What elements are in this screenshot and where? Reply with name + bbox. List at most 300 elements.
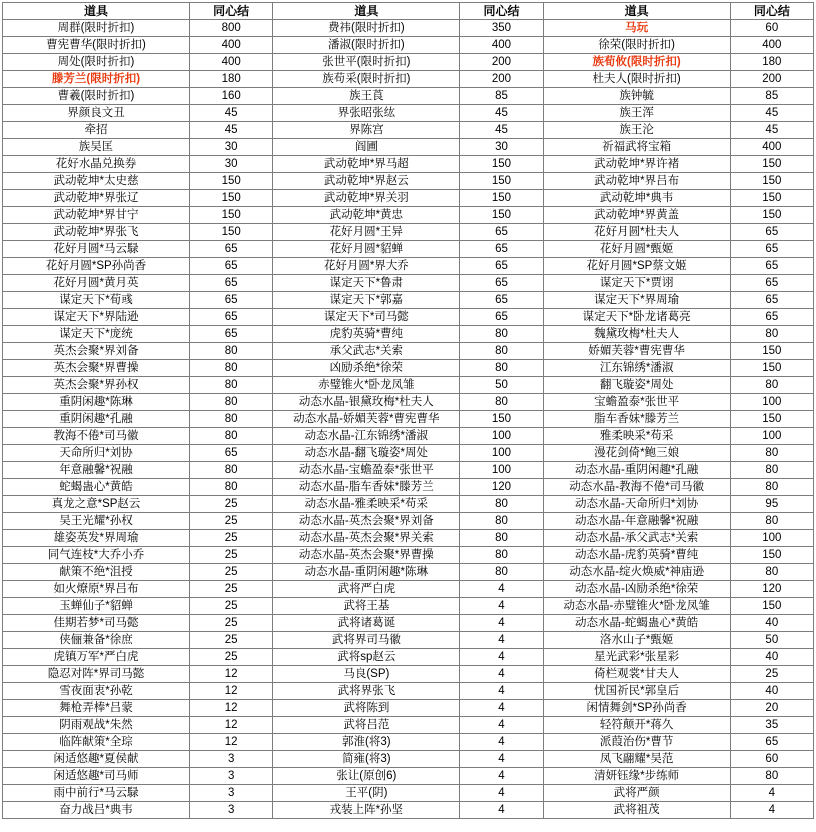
cell-price: 3 [190,802,273,819]
cell-price: 150 [730,156,813,173]
cell-price: 40 [730,615,813,632]
cell-item-name: 英杰会聚*界曹操 [3,360,190,377]
cell-price: 65 [460,275,543,292]
cell-item-name: 界颜良文丑 [3,105,190,122]
cell-price: 150 [190,224,273,241]
cell-item-name: 雄姿英发*界周瑜 [3,530,190,547]
cell-item-name: 王平(阴) [273,785,460,802]
column-header-price-2: 同心结 [460,3,543,20]
cell-price: 65 [190,309,273,326]
table-row [3,258,814,275]
cell-price: 200 [730,71,813,88]
cell-price: 350 [460,20,543,37]
cell-item-name: 族荀攸(限时折扣) [543,54,730,71]
cell-item-name: 魏黛玫梅*杜夫人 [543,326,730,343]
table-row [3,632,814,649]
cell-item-name: 动态水晶-娇媚芙蓉*曹宪曹华 [273,411,460,428]
cell-price: 80 [460,343,543,360]
table-row [3,360,814,377]
cell-item-name: 族苟采(限时折扣) [273,71,460,88]
cell-price: 4 [460,581,543,598]
cell-price: 150 [730,173,813,190]
cell-item-name: 动态水晶-虎豹英骑*曹纯 [543,547,730,564]
cell-price: 80 [730,513,813,530]
cell-price: 100 [460,428,543,445]
cell-item-name: 年意融馨*祝融 [3,462,190,479]
cell-item-name: 真龙之意*SP赵云 [3,496,190,513]
cell-price: 65 [730,224,813,241]
table-row [3,802,814,819]
cell-item-name: 谋定天下*卧龙诸葛亮 [543,309,730,326]
table-row [3,71,814,88]
cell-item-name: 英杰会聚*界孙权 [3,377,190,394]
cell-item-name: 奋力战吕*典韦 [3,802,190,819]
cell-item-name: 英杰会聚*界刘备 [3,343,190,360]
cell-price: 80 [460,496,543,513]
cell-item-name: 花好月圆*甄姬 [543,241,730,258]
cell-item-name: 武将吕范 [273,717,460,734]
cell-price: 800 [190,20,273,37]
cell-price: 4 [460,751,543,768]
cell-item-name: 武动乾坤*太史慈 [3,173,190,190]
table-row [3,292,814,309]
cell-price: 400 [460,37,543,54]
cell-price: 150 [730,360,813,377]
table-row [3,411,814,428]
cell-item-name: 花好月圆*界大乔 [273,258,460,275]
table-row [3,751,814,768]
cell-price: 25 [190,598,273,615]
table-row [3,190,814,207]
cell-price: 65 [730,734,813,751]
cell-item-name: 吴王光耀*孙权 [3,513,190,530]
cell-item-name: 花好月圆*黄月英 [3,275,190,292]
cell-price: 45 [460,105,543,122]
cell-price: 4 [460,785,543,802]
table-row [3,343,814,360]
cell-price: 12 [190,734,273,751]
cell-price: 100 [730,394,813,411]
cell-item-name: 花好月圆*马云騄 [3,241,190,258]
cell-item-name: 动态水晶-脂车香妹*滕芳兰 [273,479,460,496]
cell-price: 25 [190,649,273,666]
cell-item-name: 武动乾坤*典韦 [543,190,730,207]
cell-item-name: 牵招 [3,122,190,139]
cell-price: 80 [190,343,273,360]
cell-item-name: 清妍钰缘*步练师 [543,768,730,785]
cell-price: 4 [460,632,543,649]
cell-item-name: 教海不倦*司马徽 [3,428,190,445]
cell-item-name: 武动乾坤*界张飞 [3,224,190,241]
cell-item-name: 谋定天下*鲁肃 [273,275,460,292]
cell-price: 3 [190,785,273,802]
cell-item-name: 武将严白虎 [273,581,460,598]
cell-item-name: 翻飞璇姿*周处 [543,377,730,394]
table-row [3,326,814,343]
cell-item-name: 虎豹英骑*曹纯 [273,326,460,343]
cell-price: 100 [460,462,543,479]
cell-price: 400 [190,54,273,71]
cell-item-name: 隐忍对阵*界司马懿 [3,666,190,683]
cell-price: 12 [190,683,273,700]
cell-item-name: 动态水晶-英杰会聚*界关索 [273,530,460,547]
table-row [3,666,814,683]
cell-price: 80 [730,462,813,479]
cell-price: 85 [460,88,543,105]
cell-price: 80 [190,462,273,479]
cell-price: 200 [460,71,543,88]
cell-item-name: 花好月圆*貂蝉 [273,241,460,258]
cell-price: 80 [730,445,813,462]
cell-price: 120 [460,479,543,496]
cell-item-name: 动态水晶-英杰会聚*界刘备 [273,513,460,530]
cell-price: 95 [730,496,813,513]
cell-item-name: 花好月圆*王异 [273,224,460,241]
cell-item-name: 虎镇万军*严白虎 [3,649,190,666]
cell-price: 80 [460,547,543,564]
cell-item-name: 武将界张飞 [273,683,460,700]
column-header-item-2: 道具 [273,3,460,20]
cell-price: 25 [190,530,273,547]
table-row [3,700,814,717]
cell-price: 80 [460,530,543,547]
cell-item-name: 郭淮(将3) [273,734,460,751]
cell-item-name: 潘淑(限时折扣) [273,37,460,54]
cell-price: 25 [190,496,273,513]
cell-item-name: 动态水晶-雅柔映采*苟采 [273,496,460,513]
cell-price: 25 [190,564,273,581]
cell-item-name: 娇媚芙蓉*曹宪曹华 [543,343,730,360]
cell-price: 45 [190,105,273,122]
cell-item-name: 动态水晶-英杰会聚*界曹操 [273,547,460,564]
cell-price: 150 [730,190,813,207]
cell-item-name: 武动乾坤*界甘宁 [3,207,190,224]
cell-price: 80 [460,326,543,343]
cell-item-name: 武将界司马徽 [273,632,460,649]
table-row [3,564,814,581]
cell-price: 25 [190,632,273,649]
cell-price: 80 [730,326,813,343]
cell-price: 150 [190,190,273,207]
cell-item-name: 动态水晶-绽火焕威*神庙逊 [543,564,730,581]
cell-price: 4 [460,615,543,632]
cell-item-name: 阎圃 [273,139,460,156]
cell-item-name: 动态水晶-赤璧锥火*卧龙凤雏 [543,598,730,615]
cell-price: 80 [190,377,273,394]
cell-item-name: 重阴闲趣*孔融 [3,411,190,428]
cell-price: 150 [460,411,543,428]
table-row [3,598,814,615]
cell-item-name: 武将sp赵云 [273,649,460,666]
cell-price: 45 [190,122,273,139]
table-row [3,122,814,139]
cell-price: 45 [730,105,813,122]
cell-item-name: 花好月圆*SP蔡文姬 [543,258,730,275]
table-row [3,445,814,462]
cell-price: 4 [460,734,543,751]
cell-price: 65 [190,241,273,258]
cell-item-name: 忧国祈民*郭皇后 [543,683,730,700]
table-row [3,649,814,666]
cell-price: 4 [460,666,543,683]
table-row [3,734,814,751]
cell-price: 65 [460,309,543,326]
cell-price: 25 [730,666,813,683]
cell-item-name: 谋定天下*界周瑜 [543,292,730,309]
table-row [3,768,814,785]
cell-item-name: 周处(限时折扣) [3,54,190,71]
cell-price: 40 [730,683,813,700]
cell-price: 160 [190,88,273,105]
cell-item-name: 洛水山子*甄姬 [543,632,730,649]
cell-item-name: 动态水晶-年意融馨*祝融 [543,513,730,530]
cell-item-name: 滕芳兰(限时折扣) [3,71,190,88]
cell-item-name: 族王沦 [543,122,730,139]
cell-price: 65 [730,241,813,258]
table-row [3,479,814,496]
cell-item-name: 雨中前行*马云騄 [3,785,190,802]
cell-price: 65 [460,292,543,309]
table-row [3,717,814,734]
cell-price: 65 [460,224,543,241]
cell-price: 400 [190,37,273,54]
cell-price: 3 [190,768,273,785]
cell-item-name: 谋定天下*贾诩 [543,275,730,292]
cell-price: 150 [460,207,543,224]
cell-item-name: 武动乾坤*黄忠 [273,207,460,224]
cell-item-name: 闲情舞剑*SP孙尚香 [543,700,730,717]
cell-price: 65 [730,275,813,292]
cell-item-name: 动态水晶-凶励杀绝*徐荣 [543,581,730,598]
table-row [3,377,814,394]
cell-item-name: 武将祖茂 [543,802,730,819]
cell-price: 65 [190,275,273,292]
cell-item-name: 侠俪兼备*徐庶 [3,632,190,649]
cell-price: 80 [190,394,273,411]
cell-item-name: 武动乾坤*界马超 [273,156,460,173]
cell-price: 4 [460,683,543,700]
cell-item-name: 动态水晶-江东锦绣*潘淑 [273,428,460,445]
cell-price: 150 [730,598,813,615]
cell-price: 120 [730,581,813,598]
cell-item-name: 宝蟾盈泰*张世平 [543,394,730,411]
table-row [3,20,814,37]
cell-price: 80 [190,479,273,496]
cell-item-name: 动态水晶-重阴闲趣*孔融 [543,462,730,479]
cell-price: 4 [460,717,543,734]
cell-price: 30 [460,139,543,156]
table-row [3,462,814,479]
cell-price: 65 [190,445,273,462]
cell-item-name: 武将诸葛诞 [273,615,460,632]
cell-price: 80 [460,360,543,377]
table-row [3,547,814,564]
cell-price: 180 [190,71,273,88]
cell-price: 150 [730,411,813,428]
cell-item-name: 武将王基 [273,598,460,615]
cell-item-name: 谋定天下*界陆逊 [3,309,190,326]
cell-item-name: 动态水晶-承父武志*关索 [543,530,730,547]
cell-item-name: 雅柔映采*苟采 [543,428,730,445]
cell-price: 4 [730,802,813,819]
table-row [3,394,814,411]
cell-price: 150 [730,207,813,224]
cell-price: 4 [460,649,543,666]
column-header-price-3: 同心结 [730,3,813,20]
cell-price: 150 [460,156,543,173]
table-row [3,428,814,445]
cell-item-name: 花好水晶兑换券 [3,156,190,173]
cell-price: 80 [730,479,813,496]
cell-item-name: 族王莨 [273,88,460,105]
table-row [3,139,814,156]
cell-item-name: 界张昭张纮 [273,105,460,122]
cell-price: 25 [190,581,273,598]
cell-price: 65 [730,309,813,326]
cell-item-name: 玉蝉仙子*貂蝉 [3,598,190,615]
cell-price: 30 [190,139,273,156]
cell-item-name: 武动乾坤*界赵云 [273,173,460,190]
cell-price: 60 [730,751,813,768]
cell-price: 150 [730,547,813,564]
cell-price: 80 [190,360,273,377]
table-row [3,275,814,292]
cell-item-name: 祈福武将宝箱 [543,139,730,156]
cell-price: 65 [460,241,543,258]
cell-item-name: 张世平(限时折扣) [273,54,460,71]
table-row [3,683,814,700]
table-row [3,156,814,173]
table-row [3,54,814,71]
cell-item-name: 武动乾坤*界黄盖 [543,207,730,224]
cell-price: 80 [460,564,543,581]
cell-item-name: 如火燎原*界吕布 [3,581,190,598]
cell-item-name: 界陈宫 [273,122,460,139]
cell-price: 200 [460,54,543,71]
cell-item-name: 费祎(限时折扣) [273,20,460,37]
cell-price: 45 [460,122,543,139]
cell-item-name: 天命所归*刘协 [3,445,190,462]
cell-price: 4 [460,700,543,717]
cell-item-name: 凤飞翮耀*吴范 [543,751,730,768]
cell-price: 30 [190,156,273,173]
cell-item-name: 舞枪弄棒*吕蒙 [3,700,190,717]
cell-price: 65 [730,258,813,275]
cell-price: 4 [730,785,813,802]
cell-price: 80 [730,564,813,581]
cell-price: 150 [460,190,543,207]
cell-price: 40 [730,649,813,666]
cell-price: 80 [730,377,813,394]
cell-item-name: 承父武志*关索 [273,343,460,360]
cell-item-name: 动态水晶-天命所归*刘协 [543,496,730,513]
cell-price: 4 [460,802,543,819]
cell-item-name: 倚栏观裳*甘夫人 [543,666,730,683]
cell-price: 65 [730,292,813,309]
cell-price: 100 [730,530,813,547]
cell-item-name: 闲适悠趣*司马师 [3,768,190,785]
cell-item-name: 佳期若梦*司马懿 [3,615,190,632]
cell-item-name: 同气连枝*大乔小乔 [3,547,190,564]
cell-price: 150 [730,343,813,360]
table-row [3,513,814,530]
cell-item-name: 动态水晶-宝蟾盈泰*张世平 [273,462,460,479]
cell-price: 150 [460,173,543,190]
cell-price: 12 [190,666,273,683]
table-body [3,20,814,819]
cell-item-name: 张让(原创6) [273,768,460,785]
table-row [3,207,814,224]
cell-price: 25 [190,513,273,530]
table-row [3,173,814,190]
cell-price: 4 [460,768,543,785]
cell-item-name: 雪夜面衷*孙乾 [3,683,190,700]
cell-item-name: 动态水晶-重阴闲趣*陈琳 [273,564,460,581]
cell-item-name: 漫花剑倚*鲍三娘 [543,445,730,462]
cell-item-name: 动态水晶-教海不倦*司马徽 [543,479,730,496]
cell-item-name: 临阵献策*全琮 [3,734,190,751]
cell-price: 3 [190,751,273,768]
cell-item-name: 闲适悠趣*夏侯献 [3,751,190,768]
cell-price: 35 [730,717,813,734]
cell-price: 80 [730,768,813,785]
cell-item-name: 简雍(将3) [273,751,460,768]
cell-price: 25 [190,547,273,564]
table-row [3,615,814,632]
cell-price: 80 [190,428,273,445]
table-row [3,224,814,241]
cell-price: 180 [730,54,813,71]
table-row [3,785,814,802]
cell-price: 20 [730,700,813,717]
cell-price: 150 [190,207,273,224]
cell-price: 150 [190,173,273,190]
table-row [3,241,814,258]
cell-item-name: 谋定天下*郭嘉 [273,292,460,309]
cell-price: 4 [460,598,543,615]
table-row [3,309,814,326]
cell-item-name: 阴雨观战*朱然 [3,717,190,734]
cell-price: 65 [190,292,273,309]
cell-item-name: 谋定天下*庞统 [3,326,190,343]
cell-item-name: 谋定天下*司马懿 [273,309,460,326]
cell-price: 12 [190,700,273,717]
cell-item-name: 献策不绝*沮授 [3,564,190,581]
cell-price: 65 [460,258,543,275]
cell-item-name: 武将陈到 [273,700,460,717]
cell-item-name: 族钟毓 [543,88,730,105]
cell-item-name: 徐荣(限时折扣) [543,37,730,54]
cell-item-name: 马良(SP) [273,666,460,683]
cell-item-name: 武动乾坤*界吕布 [543,173,730,190]
cell-price: 80 [190,411,273,428]
cell-price: 400 [730,37,813,54]
cell-price: 100 [460,445,543,462]
cell-price: 80 [460,394,543,411]
cell-price: 65 [190,258,273,275]
cell-item-name: 曹羲(限时折扣) [3,88,190,105]
cell-item-name: 脂车香妹*滕芳兰 [543,411,730,428]
cell-price: 80 [460,513,543,530]
cell-price: 400 [730,139,813,156]
table-header-row [3,3,814,20]
cell-price: 25 [190,615,273,632]
cell-item-name: 武动乾坤*界张辽 [3,190,190,207]
cell-item-name: 武将严颜 [543,785,730,802]
cell-price: 85 [730,88,813,105]
cell-item-name: 动态水晶-蛇蝎蛊心*黄皓 [543,615,730,632]
cell-item-name: 谋定天下*荀彧 [3,292,190,309]
